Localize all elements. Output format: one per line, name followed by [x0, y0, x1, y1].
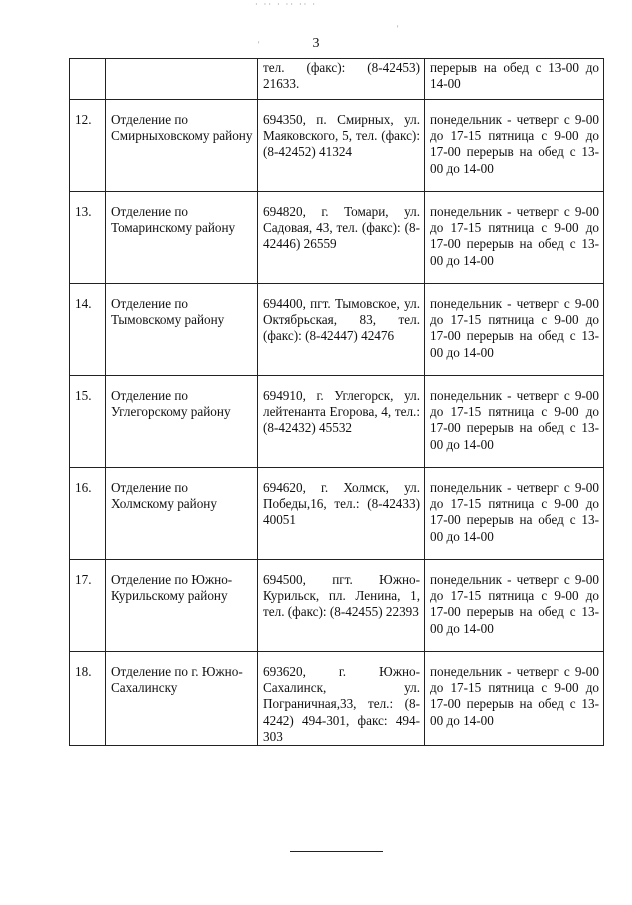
table-row: [70, 192, 604, 284]
working-hours: понедельник - четверг с 9-00 до 17-15 пятница с 9-00 до 17-00 перерыв на обед с 13-00 до 14-00: [425, 100, 604, 192]
table-row: [70, 100, 604, 192]
table-row: [70, 284, 604, 376]
working-hours: понедельник - четверг с 9-00 до 17-15 пятница с 9-00 до 17-00 перерыв на обед с 13-00 до 14-00: [425, 468, 604, 560]
department-name: Отделение по Смирныховскому району: [106, 100, 258, 192]
department-name: [106, 59, 258, 100]
working-hours: перерыв на обед с 13-00 до 14-00: [425, 59, 604, 100]
table-row: [70, 560, 604, 652]
table-row: [70, 59, 604, 100]
table-row: [70, 652, 604, 746]
table-row: [70, 376, 604, 468]
working-hours: понедельник - четверг с 9-00 до 17-15 пятница с 9-00 до 17-00 перерыв на обед с 13-00 до 14-00: [425, 560, 604, 652]
departments-table: [69, 58, 604, 746]
department-address: тел. (факс): (8-42453) 21633.: [258, 59, 425, 100]
working-hours: понедельник - четверг с 9-00 до 17-15 пятница с 9-00 до 17-00 перерыв на обед с 13-00 до 14-00: [425, 192, 604, 284]
row-number: 15.: [70, 376, 106, 468]
row-number: 13.: [70, 192, 106, 284]
row-number: 18.: [70, 652, 106, 746]
table-row: [70, 468, 604, 560]
scan-artifact: ': [258, 40, 260, 49]
department-name: Отделение по Томаринскому району: [106, 192, 258, 284]
department-name: Отделение по Южно-Курильскому району: [106, 560, 258, 652]
department-address: 693620, г. Южно-Сахалинск, ул. Пограничная,33, тел.: (8-4242) 494-301, факс: 494-303: [258, 652, 425, 746]
department-name: Отделение по Углегорскому району: [106, 376, 258, 468]
footer-divider: [290, 851, 383, 852]
department-address: 694400, пгт. Тымовское, ул. Октябрьская, 83, тел. (факс): (8-42447) 42476: [258, 284, 425, 376]
department-name: Отделение по Холмскому району: [106, 468, 258, 560]
row-number: 14.: [70, 284, 106, 376]
department-address: 694500, пгт. Южно-Курильск, пл. Ленина, 1, тел. (факс): (8-42455) 22393: [258, 560, 425, 652]
row-number: 17.: [70, 560, 106, 652]
department-address: 694620, г. Холмск, ул. Победы,16, тел.: (8-42433) 40051: [258, 468, 425, 560]
row-number: 16.: [70, 468, 106, 560]
working-hours: понедельник - четверг с 9-00 до 17-15 пятница с 9-00 до 17-00 перерыв на обед с 13-00 до 14-00: [425, 376, 604, 468]
department-address: 694350, п. Смирных, ул. Маяковского, 5, тел. (факс): (8-42452) 41324: [258, 100, 425, 192]
department-name: Отделение по г. Южно-Сахалинску: [106, 652, 258, 746]
department-address: 694910, г. Углегорск, ул. лейтенанта Егорова, 4, тел.: (8-42432) 45532: [258, 376, 425, 468]
working-hours: понедельник - четверг с 9-00 до 17-15 пятница с 9-00 до 17-00 перерыв на обед с 13-00 до 14-00: [425, 652, 604, 746]
department-address: 694820, г. Томари, ул. Садовая, 43, тел. (факс): (8-42446) 26559: [258, 192, 425, 284]
row-number: 12.: [70, 100, 106, 192]
scan-artifact: · ·· · ·· ·· ·: [255, 0, 317, 9]
scan-artifact: ': [397, 24, 399, 33]
working-hours: понедельник - четверг с 9-00 до 17-15 пятница с 9-00 до 17-00 перерыв на обед с 13-00 до 14-00: [425, 284, 604, 376]
page-number: 3: [312, 36, 320, 51]
department-name: Отделение по Тымовскому району: [106, 284, 258, 376]
row-number: [70, 59, 106, 100]
